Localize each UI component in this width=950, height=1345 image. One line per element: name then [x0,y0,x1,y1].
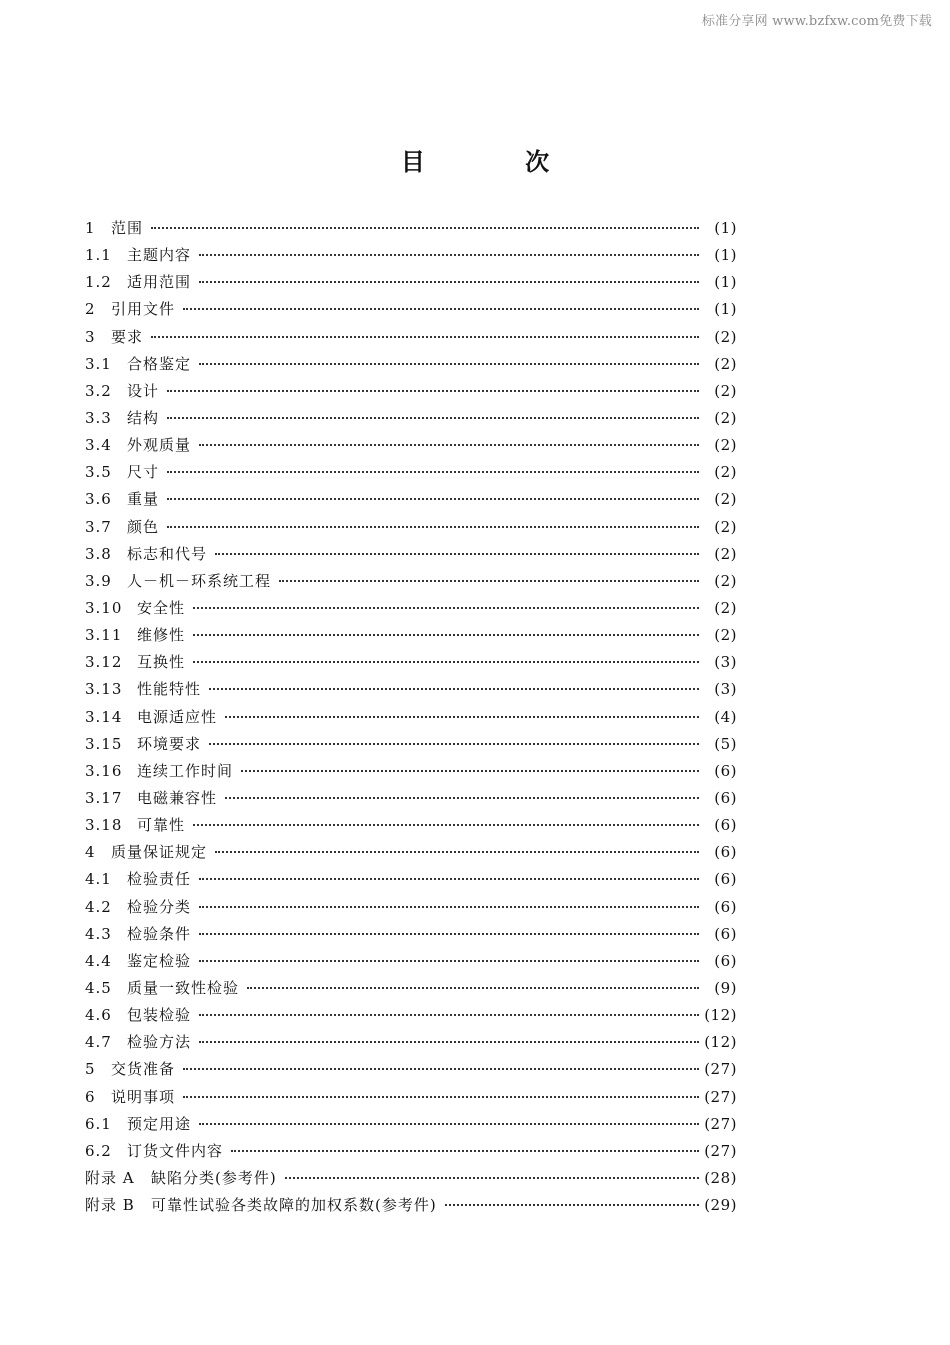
toc-entry-number: 4 [85,843,96,862]
toc-dot-leader [193,607,699,609]
toc-entry-title: 结构 [127,408,160,427]
toc-entry-page: (1) [714,246,737,265]
toc-entry-number: 3.14 [85,707,123,726]
toc-dot-leader [215,553,699,555]
toc-entry [85,516,737,543]
toc-entry-title: 检验方法 [127,1033,192,1052]
toc-entry [85,217,737,244]
toc-entry-page: (28) [704,1168,737,1187]
toc-entry-page: (9) [714,978,737,997]
toc-entry [85,244,737,271]
toc-dot-leader [199,1014,699,1016]
toc-dot-leader [167,417,699,419]
toc-entry-title: 安全性 [137,598,186,617]
toc-entry [85,1058,737,1085]
toc-entry-number: 3.17 [85,788,123,807]
toc-entry-number: 3.15 [85,734,123,753]
toc-entry-page: (1) [714,300,737,319]
toc-dot-leader [199,444,699,446]
toc-entry-title: 合格鉴定 [127,354,192,373]
toc-entry-page: (12) [704,1033,737,1052]
toc-dot-leader [209,743,699,745]
toc-entry-page: (2) [714,490,737,509]
toc-entry [85,1086,737,1113]
toc-entry-page: (2) [714,327,737,346]
toc-entry-title: 可靠性 [137,816,186,835]
toc-entry [85,1113,737,1140]
toc-entry-page: (6) [714,761,737,780]
toc-entry-page: (2) [714,463,737,482]
toc-entry-number: 3.4 [85,436,112,455]
toc-entry [85,868,737,895]
toc-entry-number: 3.7 [85,517,112,536]
toc-entry-title: 标志和代号 [127,544,208,563]
toc-entry-page: (27) [704,1060,737,1079]
toc-entry-page: (6) [714,870,737,889]
toc-entry-title: 外观质量 [127,436,192,455]
toc-entry-number: 附录 A [85,1168,135,1187]
toc-entry [85,950,737,977]
toc-dot-leader [241,770,699,772]
toc-dot-leader [199,363,699,365]
toc-entry-number: 1.1 [85,246,112,265]
toc-entry-number: 3.12 [85,653,123,672]
toc-entry-number: 3 [85,327,96,346]
toc-entry-title: 引用文件 [111,300,176,319]
toc-entry-number: 1.2 [85,273,112,292]
toc-entry-title: 电磁兼容性 [137,788,218,807]
toc-entry-number: 3.9 [85,571,112,590]
toc-entry-number: 3.13 [85,680,123,699]
toc-dot-leader [231,1150,699,1152]
toc-dot-leader [445,1204,699,1206]
toc-entry [85,977,737,1004]
toc-entry-page: (5) [714,734,737,753]
toc-entry [85,353,737,380]
toc-entry-number: 3.2 [85,381,112,400]
toc-entry [85,461,737,488]
toc-entry-title: 检验条件 [127,924,192,943]
toc-entry-page: (2) [714,354,737,373]
toc-entry-title: 鉴定检验 [127,951,192,970]
toc-entry-page: (2) [714,517,737,536]
toc-entry [85,678,737,705]
toc-entry [85,380,737,407]
watermark: 标准分享网 www.bzfxw.com免费下载 [701,14,932,29]
toc-entry-number: 5 [85,1060,96,1079]
toc-entry-number: 4.1 [85,870,112,889]
toc-dot-leader [183,308,699,310]
toc-entry-number: 3.6 [85,490,112,509]
toc-entry [85,706,737,733]
toc-entry [85,1194,737,1221]
toc-entry [85,896,737,923]
toc-entry-title: 连续工作时间 [137,761,234,780]
toc-entry-page: (6) [714,897,737,916]
toc-dot-leader [279,580,699,582]
toc-entry [85,651,737,678]
toc-dot-leader [199,254,699,256]
toc-entry-title: 设计 [127,381,160,400]
toc-entry-page: (6) [714,843,737,862]
toc-dot-leader [215,851,699,853]
toc-dot-leader [199,933,699,935]
toc-entry [85,733,737,760]
toc-entry [85,1167,737,1194]
toc-entry-page: (2) [714,544,737,563]
toc-entry-page: (2) [714,436,737,455]
toc-entry-number: 4.5 [85,978,112,997]
toc-dot-leader [199,878,699,880]
toc-entry [85,760,737,787]
toc-dot-leader [285,1177,699,1179]
table-of-contents [85,217,737,1221]
toc-entry-number: 4.2 [85,897,112,916]
toc-dot-leader [167,498,699,500]
toc-entry-page: (2) [714,626,737,645]
toc-dot-leader [199,1123,699,1125]
toc-entry [85,326,737,353]
toc-entry-page: (2) [714,408,737,427]
toc-entry-page: (12) [704,1006,737,1025]
toc-dot-leader [193,634,699,636]
toc-entry-number: 3.11 [85,626,123,645]
toc-entry-page: (6) [714,924,737,943]
toc-entry [85,488,737,515]
toc-entry-title: 性能特性 [137,680,202,699]
toc-dot-leader [193,824,699,826]
toc-entry-page: (6) [714,788,737,807]
toc-dot-leader [199,281,699,283]
toc-entry-number: 3.3 [85,408,112,427]
toc-dot-leader [167,471,699,473]
toc-entry-page: (27) [704,1141,737,1160]
toc-entry-title: 尺寸 [127,463,160,482]
toc-entry-title: 电源适应性 [137,707,218,726]
toc-dot-leader [151,227,699,229]
toc-entry-title: 适用范围 [127,273,192,292]
toc-entry-number: 3.5 [85,463,112,482]
toc-entry-page: (27) [704,1087,737,1106]
toc-entry [85,841,737,868]
toc-entry-number: 2 [85,300,96,319]
toc-entry [85,271,737,298]
toc-entry-number: 6 [85,1087,96,1106]
toc-entry-number: 3.18 [85,816,123,835]
toc-entry-title: 范围 [111,219,144,237]
toc-entry-number: 3.8 [85,544,112,563]
toc-entry-number: 3.10 [85,598,123,617]
toc-entry [85,624,737,651]
toc-entry-title: 维修性 [137,626,186,645]
toc-entry-page: (4) [714,707,737,726]
toc-entry [85,1140,737,1167]
toc-entry-number: 3.1 [85,354,112,373]
toc-entry [85,787,737,814]
toc-entry-title: 颜色 [127,517,160,536]
toc-dot-leader [183,1096,699,1098]
toc-entry-page: (2) [714,381,737,400]
toc-entry [85,1031,737,1058]
toc-entry-title: 检验责任 [127,870,192,889]
toc-entry-title: 说明事项 [111,1087,176,1106]
toc-dot-leader [167,390,699,392]
toc-entry [85,570,737,597]
toc-entry-number: 4.6 [85,1006,112,1025]
toc-entry-title: 检验分类 [127,897,192,916]
toc-entry-number: 1 [85,219,96,237]
toc-entry [85,923,737,950]
toc-entry-title: 交货准备 [111,1060,176,1079]
toc-entry-page: (27) [704,1114,737,1133]
toc-entry-title: 包装检验 [127,1006,192,1025]
page-title: 目 次 [400,148,596,176]
toc-entry-page: (2) [714,598,737,617]
toc-entry-number: 4.7 [85,1033,112,1052]
toc-dot-leader [209,688,699,690]
toc-entry [85,434,737,461]
toc-entry [85,407,737,434]
toc-dot-leader [183,1068,699,1070]
toc-dot-leader [225,797,699,799]
toc-entry-title: 要求 [111,327,144,346]
toc-entry [85,298,737,325]
toc-entry-number: 4.3 [85,924,112,943]
toc-entry-title: 环境要求 [137,734,202,753]
toc-entry-title: 可靠性试验各类故障的加权系数(参考件) [151,1196,437,1215]
toc-entry-number: 6.1 [85,1114,112,1133]
toc-entry-title: 订货文件内容 [127,1141,224,1160]
toc-dot-leader [199,906,699,908]
toc-entry-page: (6) [714,951,737,970]
toc-entry-page: (1) [714,273,737,292]
toc-entry-page: (29) [704,1196,737,1215]
toc-entry-number: 3.16 [85,761,123,780]
toc-dot-leader [199,1041,699,1043]
toc-entry [85,814,737,841]
toc-entry-title: 质量保证规定 [111,843,208,862]
toc-entry-page: (1) [714,219,737,237]
toc-entry-title: 质量一致性检验 [127,978,240,997]
toc-entry-title: 重量 [127,490,160,509]
toc-dot-leader [193,661,699,663]
toc-entry-title: 人－机－环系统工程 [127,571,272,590]
toc-entry-page: (3) [714,653,737,672]
toc-entry-title: 预定用途 [127,1114,192,1133]
toc-entry [85,1004,737,1031]
toc-entry-page: (2) [714,571,737,590]
toc-entry-page: (3) [714,680,737,699]
toc-entry-title: 缺陷分类(参考件) [151,1168,277,1187]
toc-entry-title: 主题内容 [127,246,192,265]
toc-dot-leader [199,960,699,962]
toc-entry [85,543,737,570]
toc-entry-number: 附录 B [85,1196,135,1215]
toc-dot-leader [247,987,699,989]
toc-entry-title: 互换性 [137,653,186,672]
toc-entry-number: 6.2 [85,1141,112,1160]
toc-dot-leader [167,526,699,528]
toc-dot-leader [151,336,699,338]
toc-entry [85,597,737,624]
toc-entry-page: (6) [714,816,737,835]
toc-dot-leader [225,716,699,718]
toc-entry-number: 4.4 [85,951,112,970]
